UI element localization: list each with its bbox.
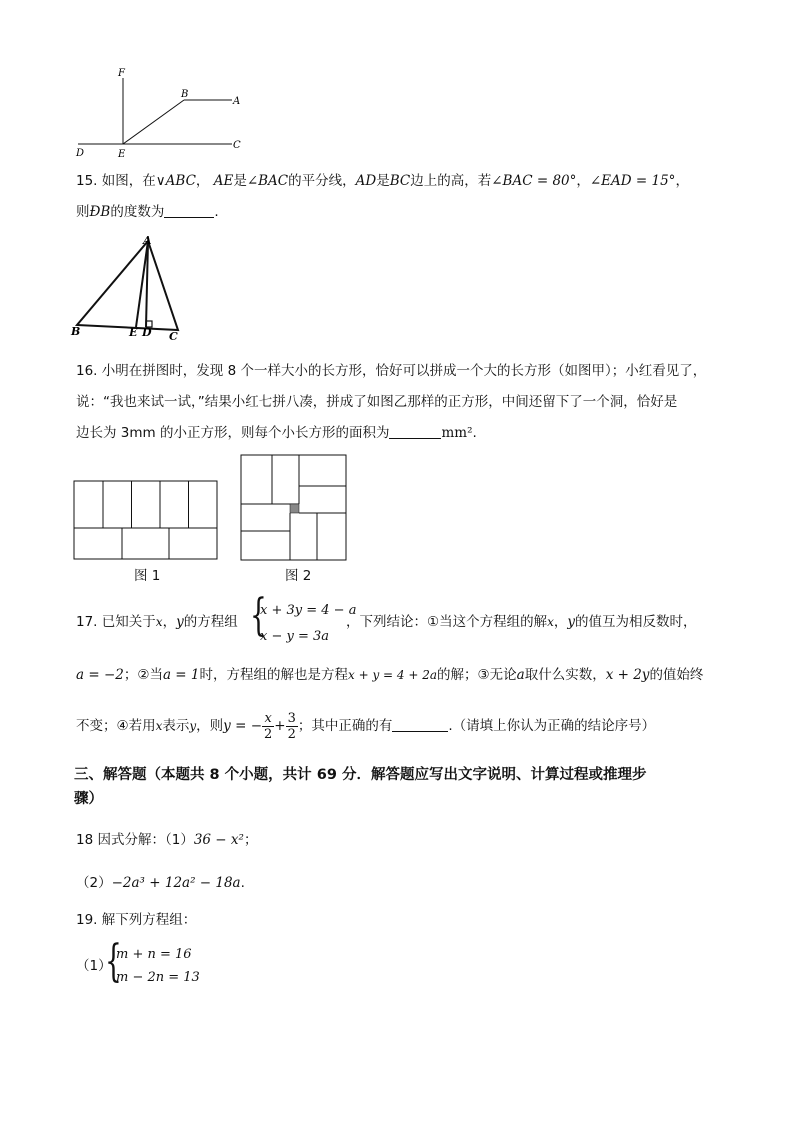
q16-line1	[76, 361, 706, 381]
q16-line3	[76, 423, 477, 443]
q15-text: 的平分线，	[288, 173, 356, 189]
frac-den: 2	[287, 726, 296, 742]
q15-text: 是	[233, 173, 247, 189]
section-3-heading-line1: 三、解答题（本题共 8 个小题，共计 69 分．解答题应写出文字说明、计算过程或推理步	[74, 767, 647, 783]
q17-math: a = −2	[76, 667, 124, 683]
label-A: A	[233, 96, 241, 107]
q16-unit: mm²	[441, 425, 473, 441]
q17-var-x: x	[155, 719, 163, 733]
q17-system	[260, 598, 356, 650]
q17-math: a	[516, 667, 525, 683]
q15-text: 是	[376, 173, 390, 189]
q17-math: y = −	[223, 718, 263, 734]
tri-label-E: E	[129, 326, 138, 339]
tri-label-C: C	[169, 330, 178, 342]
label-E: E	[118, 149, 126, 160]
q18-text: ；	[243, 832, 258, 848]
q15-line1	[76, 171, 689, 191]
q18-text: .	[240, 875, 245, 891]
q17-line3	[76, 708, 655, 744]
q17-text: 时，方程组的解也是方程	[199, 667, 348, 683]
q17-line1-left	[76, 612, 238, 632]
q18-expr-2: −2a³ + 12a² − 18a	[111, 875, 241, 891]
q17-fraction-x-over-2	[262, 711, 274, 742]
q17-text: 的方程组	[183, 614, 238, 630]
q17-var-y: y	[567, 614, 576, 630]
square-figure-2	[240, 454, 348, 562]
fig1-caption: 图 1	[134, 568, 161, 584]
q17-equation-1: x + 3y = 4 − a	[260, 603, 357, 618]
q17-text: 的值互为相反数时，	[575, 614, 697, 630]
q17-math: x + y = 4 + 2a	[348, 668, 438, 682]
q17-text: 的值始终	[649, 667, 704, 683]
q18-text: （2）	[76, 875, 112, 891]
tri-label-D: D	[142, 326, 152, 339]
q17-text: 的解；③无论	[437, 667, 517, 683]
q19-text: 解下列方程组：	[101, 912, 197, 928]
q17-text: .（请填上你认为正确的结论序号）	[448, 718, 656, 734]
frac-den: 2	[264, 726, 273, 742]
q17-math: +	[274, 718, 286, 734]
angle-figure	[70, 62, 250, 160]
q15-ae: AE	[213, 173, 234, 189]
q17-text: ，	[553, 614, 568, 630]
q19-system	[116, 943, 200, 989]
label-F: F	[118, 68, 125, 79]
q17-system-brace: {	[250, 590, 267, 641]
q15-text: 的度数为	[110, 204, 165, 220]
q17-math: a = 1	[162, 667, 200, 683]
q17-var-y: y	[189, 719, 197, 733]
q17-text: ，	[162, 614, 177, 630]
q15-text: 边上的高，若	[410, 173, 492, 189]
q15-angle-ead: ∠EAD = 15°	[589, 173, 676, 189]
q18-line1	[76, 830, 257, 850]
q18-expr-1: 36 − x²	[193, 832, 244, 848]
q18-number: 18	[76, 832, 94, 848]
q17-equation-2: x − y = 3a	[260, 629, 330, 644]
q17-line1-right	[346, 612, 697, 632]
q19-number: 19.	[76, 912, 98, 928]
q17-text: 不变；④若用	[76, 718, 156, 734]
triangle-figure	[68, 232, 193, 342]
q19-system-brace: {	[105, 936, 122, 987]
tri-label-A: A	[143, 234, 152, 247]
frac-num: x	[262, 711, 274, 727]
q18-line2	[76, 873, 245, 893]
q17-number: 17.	[76, 614, 98, 630]
q15-triangle: ∨ABC	[155, 173, 196, 189]
q16-text: 边长为 3mm 的小正方形，则每个小长方形的面积为	[76, 425, 390, 441]
q15-angle-b: ÐB	[89, 204, 111, 220]
label-D: D	[76, 148, 85, 159]
q19-line1	[76, 910, 196, 930]
q17-text: ，下列结论：①当这个方程组的解	[346, 614, 548, 630]
q15-ad: AD	[355, 173, 377, 189]
q17-math: x + 2y	[605, 667, 650, 683]
rectangle-figure-1	[73, 480, 219, 562]
tri-label-B: B	[71, 325, 81, 338]
q17-text: 表示	[162, 718, 190, 734]
q19-label-1: （1）	[76, 958, 112, 974]
q15-bc: BC	[389, 173, 411, 189]
q16-number: 16.	[76, 363, 98, 379]
hole-square	[290, 504, 299, 513]
q18-text: 因式分解：（1）	[97, 832, 194, 848]
q17-text: ；②当	[123, 667, 163, 683]
q15-text: .	[214, 204, 219, 220]
frac-num: 3	[287, 710, 296, 726]
q16-text: 小明在拼图时，发现 8 个一样大小的长方形，恰好可以拼成一个大的长方形（如图甲）；小红看见了，	[101, 363, 707, 379]
q17-var-y: y	[176, 614, 184, 630]
q15-text: 则	[76, 204, 90, 220]
q17-text: ，则	[196, 718, 224, 734]
q17-line2	[76, 665, 703, 685]
q16-answer-blank[interactable]	[389, 424, 441, 439]
q15-text: 如图，在	[101, 173, 156, 189]
q15-number: 15.	[76, 173, 98, 189]
q15-angle-bac: ∠BAC	[246, 173, 289, 189]
q17-text: 已知关于	[101, 614, 156, 630]
q17-answer-blank[interactable]	[392, 717, 448, 732]
q17-var-x: x	[547, 615, 554, 629]
q16-text: .	[472, 425, 477, 441]
label-B: B	[181, 89, 189, 100]
q15-line2	[76, 202, 219, 222]
q15-answer-blank[interactable]	[164, 203, 214, 218]
section-3-heading-line2: 骤）	[74, 791, 103, 807]
q16-line2: 说：“我也来试一试，”结果小红七拼八凑，拼成了如图乙那样的正方形，中间还留下了一个洞，恰好是	[76, 394, 678, 410]
section-3-heading	[74, 763, 646, 811]
q17-var-x: x	[155, 615, 163, 629]
q15-text: ，	[675, 173, 689, 189]
q15-text: ，	[195, 173, 210, 189]
q17-text: ；其中正确的有	[297, 718, 393, 734]
fig2-caption: 图 2	[285, 568, 312, 584]
q15-angle-value: ∠BAC = 80°	[491, 173, 577, 189]
label-C: C	[233, 140, 241, 151]
q17-fraction-3-over-2	[286, 711, 298, 742]
q17-text: 取什么实数，	[524, 667, 606, 683]
q15-text: ，	[576, 173, 590, 189]
q19-equation-2: m − 2n = 13	[116, 970, 200, 985]
q19-equation-1: m + n = 16	[116, 947, 192, 962]
